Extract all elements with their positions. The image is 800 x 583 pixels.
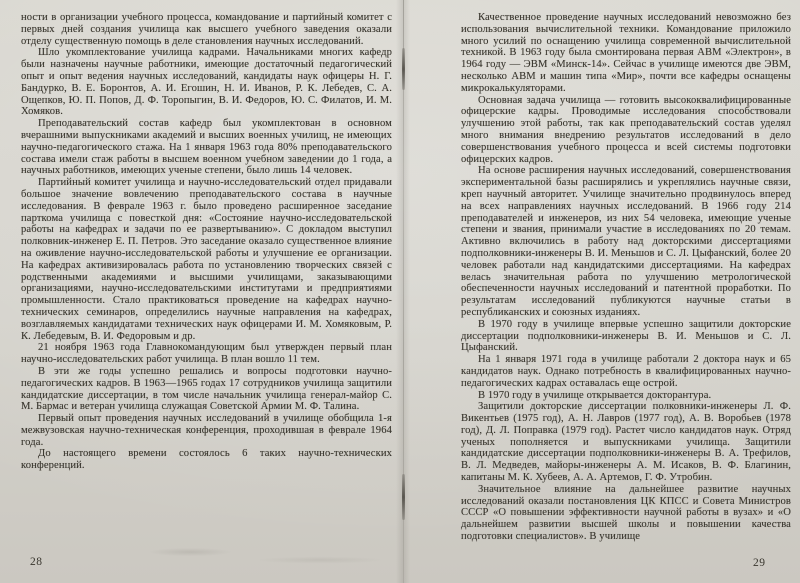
- page-number-left: 28: [30, 556, 43, 568]
- gutter-crease-mark: [402, 48, 405, 90]
- paragraph: Основная задача училища — готовить высококвалифицированные офицерские кадры. Проводимые исследования способствовали улучшению этой работы, так как преподавательский состав уделял много внимания внедрению результатов исследований в дело совершенствования учебного процесса и всей системы подготовки офицерских кадров.: [461, 94, 791, 165]
- page-number-right: 29: [753, 557, 766, 569]
- gutter-crease-mark: [402, 474, 405, 520]
- paragraph: Значительное влияние на дальнейшее развитие научных исследований оказали постановления ЦК КПСС и Совета Министров СССР «О повышении эффективности научной работы в вузах» и «О дальнейшем развитии высшей школы и повышении качества подготовки специалистов». В училище: [461, 483, 791, 543]
- paragraph: В эти же годы успешно решались и вопросы подготовки научно-педагогических кадров. В 1963—1965 годах 17 сотрудников училища защитили кандидатские диссертации, в том числе начальник училища генерал-майор С. М. Бармас и ветеран училища служащая Советской Армии М. Ф. Талина.: [21, 365, 392, 413]
- page-right: [461, 12, 791, 543]
- paragraph: Первый опыт проведения научных исследований в училище обобщила 1-я межвузовская научно-техническая конференция, проходившая в феврале 1964 года.: [21, 413, 392, 448]
- paragraph: Качественное проведение научных исследований невозможно без использования вычислительной техники. Командование приложило много усилий по оснащению училища современной вычислительной техникой. В 1963 году была смонтирована первая АВМ «Электрон», в 1964 году — ЭВМ «Минск-14». Сейчас в училище имеются две ЭВМ, несколько АВМ и машин типа «Мир», почти все кафедры оснащены микрокалькуляторами.: [461, 12, 791, 94]
- page-left: [21, 12, 392, 472]
- paragraph: В 1970 году в училище открывается докторантура.: [478, 389, 712, 401]
- paragraph: Преподавательский состав кафедр был укомплектован в основном вчерашними выпускниками академий и высших военных училищ, не имеющих научно-педагогического стажа. На 1 января 1963 года 80% преподавательского состава имели стаж работы в высшем военном учебном заведении до 1 года, а научных работников, имеющих ученые степени, было лишь 14 человек.: [21, 118, 392, 177]
- gutter-shadow: [396, 0, 410, 583]
- paragraph: На 1 января 1971 года в училище работали 2 доктора наук и 65 кандидатов наук. Однако потребность в квалифицированных научно-педагогических кадрах оставалась еще острой.: [461, 354, 791, 389]
- paragraph: Шло укомплектование училища кадрами. Начальниками многих кафедр были назначены научные работники, имеющие достаточный педагогический опыт и опыт ведения научных исследований, кандидаты наук офицеры Н. Г. Бандурко, В. Е. Боронтов, А. И. Егошин, Н. И. Иванов, Р. К. Лебедев, С. А. Ощепков, Ю. П. Попов, Д. Ф. Торопыгин, В. И. Федоров, Ю. С. Филатов, И. М. Хомяков.: [21, 47, 392, 118]
- paragraph: 21 ноября 1963 года Главнокомандующим был утвержден первый план научно-исследовательских работ училища. В план вошло 11 тем.: [21, 342, 392, 366]
- paragraph: Партийный комитет училища и научно-исследовательский отдел придавали большое значение вовлечению преподавательского состава в научные исследования. В феврале 1963 г. было проведено расширенное заседание парткома училища с повесткой дня: «Состояние научно-исследовательской работы на кафедрах и задачи по ее развертыванию». С докладом выступил полковник-инженер Е. П. Петров. Это заседание оказало существенное влияние на оживление научно-исследовательской работы и улучшение ее организации. На кафедрах активизировалась работа по установлению творческих связей с родственными академиями и высшими училищами, заказывающими организациями, научно-исследовательскими институтами и предприятиями промышленности. Стало практиковаться проведение на кафедрах научно-технических семинаров, определились научные направления на кафедрах, возглавляемых кандидатами технических наук офицерами И. М. Хомяковым, Р. К. Лебедевым, В. И. Федоровым и др.: [21, 177, 392, 342]
- paragraph: В 1970 году в училище впервые успешно защитили докторские диссертации подполковники-инженеры В. И. Меньшов и С. Л. Цыфанский.: [461, 318, 791, 354]
- paragraph: ности в организации учебного процесса, командование и партийный комитет с первых дней создания училища как высшего учебного заведения оказали отделу существенную помощь в деле становления научных исследований.: [21, 12, 392, 47]
- paragraph: Защитили докторские диссертации полковники-инженеры Л. Ф. Викентьев (1975 год), А. Н. Лавров (1977 год), А. В. Воробьев (1978 год), Д. Л. Поправка (1979 год). Растет число кандидатов наук. Отряд ученых пополняется и выпускниками училища. Защитили кандидатские диссертации подполковники-инженеры В. А. Трефилов, В. Л. Медведев, майоры-инженеры А. М. Исаков, В. Ф. Благинин, капитаны М. К. Хубеев, А. А. Артемов, Г. Ф. Утробин.: [461, 401, 791, 484]
- paragraph: До настоящего времени состоялось 6 таких научно-технических конференций.: [21, 448, 392, 472]
- paragraph: На основе расширения научных исследований, совершенствования экспериментальной базы расширялись и укреплялись научные связи, креп научный авторитет. Училище значительно продвинулось вперед на всех направлениях научных исследований. В 1966 году 214 преподавателей и инженеров, из них 54 человека, имеющие ученые степени и звания, принимали участие в исследованиях по 20 темам. Активно включились в работу над докторскими диссертациями подполковники-инженеры В. И. Меньшов и С. Л. Цыфанский, более 20 человек работали над кандидатскими диссертациями. На кафедрах велась значительная работа по улучшению метрологической обеспеченности научных исследований и патентной проработки. По результатам исследований публикуются научные статьи в республиканских и союзных изданиях.: [461, 165, 791, 318]
